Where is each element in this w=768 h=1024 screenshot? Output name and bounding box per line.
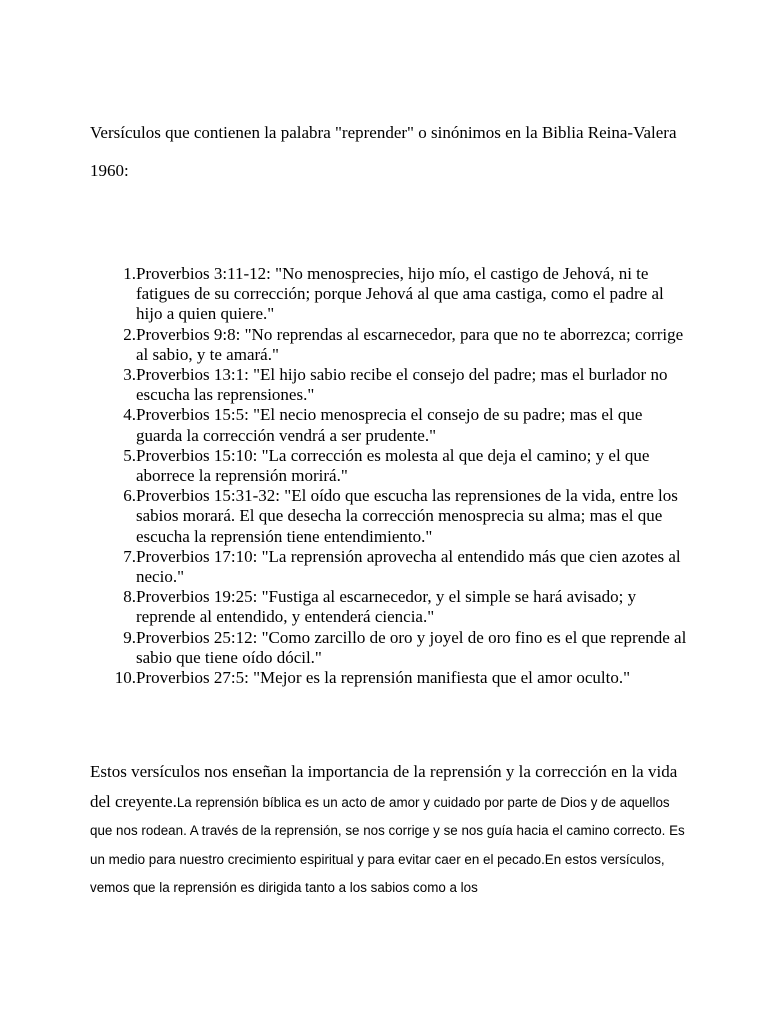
list-item-text: Proverbios 17:10: "La reprensión aprovecha al entendido más que cien azotes al necio." [136, 546, 681, 587]
list-item [90, 405, 690, 445]
list-item-number: 8. [123, 587, 136, 607]
list-item-text: Proverbios 3:11-12: "No menosprecies, hijo mío, el castigo de Jehová, ni te fatigues de su corrección; porque Jehová al que ama castiga, como el padre al hijo a quien quiere." [136, 264, 664, 324]
list-item-number: 7. [123, 546, 136, 566]
list-item-text: Proverbios 15:10: "La corrección es molesta al que deja el camino; y el que aborrece la reprensión morirá." [136, 445, 650, 486]
closing-serif-text: Estos versículos nos enseñan la importancia de la reprensión y la corrección en la vida del creyente. [90, 762, 678, 811]
list-item [90, 325, 690, 365]
list-item-text: Proverbios 13:1: "El hijo sabio recibe el consejo del padre; mas el burlador no escucha las reprensiones." [136, 365, 668, 405]
list-item-number: 5. [123, 445, 136, 465]
list-item [90, 264, 690, 325]
list-item-text: Proverbios 25:12: "Como zarcillo de oro y joyel de oro fino es el que reprende al sabio que tiene oído dócil." [136, 627, 687, 667]
closing-paragraph [90, 758, 690, 903]
verse-list [90, 264, 690, 688]
list-item-text: Proverbios 9:8: "No reprendas al escarnecedor, para que no te aborrezca; corrige al sabio, y te amará." [136, 324, 684, 364]
list-item [90, 628, 690, 668]
closing-sans-text-1: La reprensión bíblica es un acto de amor y cuidado por parte de Dios y de aquellos que nos rodean. A través de la reprensión, se nos corrige y se nos guía hacia el camino correcto. Es un medio para nuestro crecimiento espiritual y para evitar caer en el pecado. [90, 794, 685, 867]
list-item-text: Proverbios 15:31-32: "El oído que escucha las reprensiones de la vida, entre los sabios morará. El que desecha la corrección menosprecia su alma; mas el que escucha la reprensión tiene entendimiento." [136, 486, 678, 546]
closing-sans-text-2: En estos versículos, vemos que la reprensión es dirigida tanto a los sabios como a los [90, 851, 665, 895]
list-item [90, 446, 690, 486]
list-item-number: 2. [123, 324, 136, 344]
list-item-text: Proverbios 15:5: "El necio menosprecia el consejo de su padre; mas el que guarda la corrección vendrá a ser prudente." [136, 405, 643, 445]
list-item-text: Proverbios 19:25: "Fustiga al escarnecedor, y el simple se hará avisado; y reprende al entendido, y entenderá ciencia." [136, 587, 637, 627]
list-item-number: 4. [123, 405, 136, 425]
list-item-number: 1. [123, 264, 136, 283]
list-item-text: Proverbios 27:5: "Mejor es la reprensión manifiesta que el amor oculto." [136, 668, 631, 688]
list-item [90, 486, 690, 547]
list-item-number: 3. [123, 365, 136, 385]
list-item-number: 9. [123, 627, 136, 647]
list-item [90, 668, 690, 688]
list-item [90, 365, 690, 405]
intro-paragraph: Versículos que contienen la palabra "reprender" o sinónimos en la Biblia Reina-Valera 1960: [90, 123, 677, 180]
list-item [90, 547, 690, 587]
list-item [90, 587, 690, 627]
list-item-number: 10. [114, 668, 136, 688]
list-item-number: 6. [123, 486, 136, 506]
